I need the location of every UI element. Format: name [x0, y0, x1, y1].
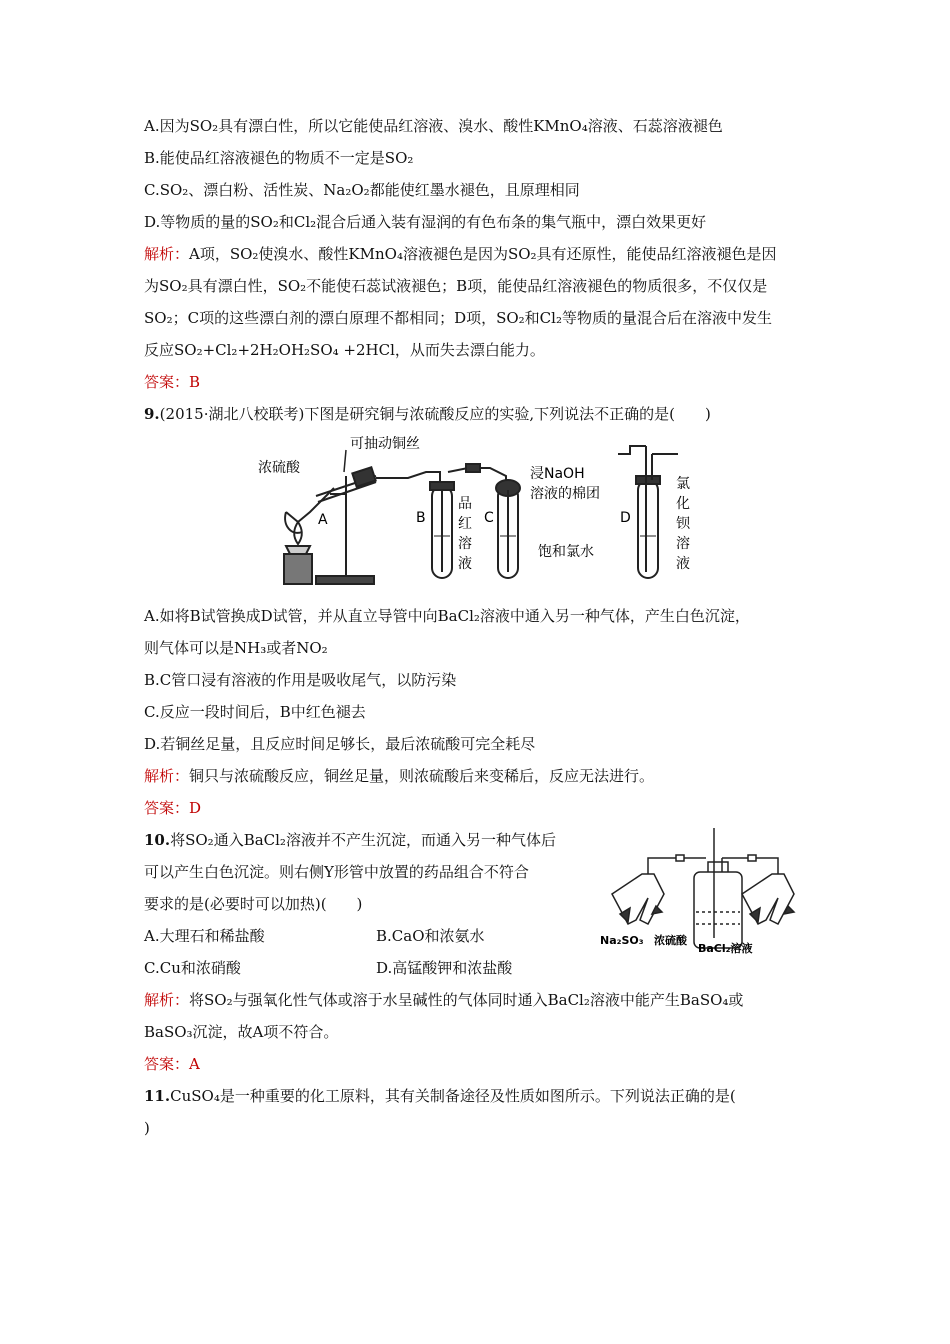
- q11-stem-line-2: ): [144, 1119, 150, 1137]
- q10-option-a: A.大理石和稀盐酸: [144, 927, 265, 945]
- analysis-text: 铜只与浓硫酸反应，铜丝足量，则浓硫酸后来变稀后，反应无法进行。: [189, 767, 655, 785]
- label-rong: 溶: [458, 536, 472, 552]
- q8-option-a: A.因为SO₂具有漂白性，所以它能使品红溶液、溴水、酸性KMnO₄溶液、石蕊溶液褪色: [144, 117, 723, 135]
- q8-analysis-line-4: 反应SO₂+Cl₂+2H₂OH₂SO₄ +2HCl，从而失去漂白能力。: [144, 341, 545, 359]
- q8-option-b: B.能使品红溶液褪色的物质不一定是SO₂: [144, 149, 414, 167]
- q10-option-c: C.Cu和浓硝酸: [144, 959, 241, 977]
- label-bacl2-solution: BaCl₂溶液: [698, 942, 753, 955]
- q9-apparatus-figure: [258, 436, 698, 586]
- q9-option-d: D.若铜丝足量，且反应时间足够长，最后浓硫酸可完全耗尽: [144, 735, 536, 753]
- q10-option-b: B.CaO和浓氨水: [376, 927, 485, 945]
- q10-stem-line-1: [144, 830, 556, 850]
- label-na2so3: Na₂SO₃: [600, 934, 644, 947]
- question-text: 将SO₂通入BaCl₂溶液并不产生沉淀，而通入另一种气体后: [170, 831, 556, 849]
- q10-option-d: D.高锰酸钾和浓盐酸: [376, 959, 513, 977]
- q8-analysis-line-2: 为SO₂具有漂白性，SO₂不能使石蕊试液褪色；B项，能使品红溶液褪色的物质很多，不仅仅是: [144, 277, 768, 295]
- q10-stem-line-2: 可以产生白色沉淀。则右侧Y形管中放置的药品组合不符合: [144, 863, 529, 881]
- q9-option-a-line-1: A.如将B试管换成D试管，并从直立导管中向BaCl₂溶液中通入另一种气体，产生白色沉淀，: [144, 607, 750, 625]
- q8-option-c: C.SO₂、漂白粉、活性炭、Na₂O₂都能使红墨水褪色，且原理相同: [144, 181, 580, 199]
- q9-option-b: B.C管口浸有溶液的作用是吸收尾气，以防污染: [144, 671, 457, 689]
- label-conc-acid: 浓硫酸: [258, 460, 300, 476]
- label-rong2: 溶: [676, 536, 690, 552]
- q10-analysis-line-2: BaSO₃沉淀，故A项不符合。: [144, 1023, 339, 1041]
- analysis-label: 解析：: [144, 245, 190, 263]
- question-text: (2015·湖北八校联考)下图是研究铜与浓硫酸反应的实验,下列说法不正确的是( ): [159, 405, 711, 423]
- label-ye: 液: [458, 556, 472, 572]
- analysis-text: A项，SO₂使溴水、酸性KMnO₄溶液褪色是因为SO₂具有还原性，能使品红溶液褪色是因: [189, 245, 777, 263]
- label-ye2: 液: [676, 556, 690, 572]
- question-number: 10.: [144, 831, 171, 849]
- lamp-base: [284, 554, 312, 584]
- analysis-text: 将SO₂与强氧化性气体或溶于水呈碱性的气体同时通入BaCl₂溶液中能产生BaSO₄或: [189, 991, 744, 1009]
- label-c: C: [484, 510, 494, 526]
- q10-stem-line-3: 要求的是(必要时可以加热)( ): [144, 895, 363, 913]
- label-a: A: [318, 512, 328, 528]
- q8-option-d: D.等物质的量的SO₂和Cl₂混合后通入装有湿润的有色布条的集气瓶中，漂白效果更好: [144, 213, 707, 231]
- label-hong: 红: [458, 516, 472, 532]
- label-naoh-2: 溶液的棉团: [530, 486, 600, 502]
- label-b: B: [416, 510, 426, 526]
- q10-analysis-line-1: [144, 990, 743, 1010]
- question-number: 11.: [144, 1087, 171, 1105]
- q8-answer: 答案：B: [144, 373, 201, 391]
- q9-analysis: [144, 766, 654, 786]
- label-copper-wire: 可抽动铜丝: [350, 436, 420, 452]
- q10-apparatus-figure: [598, 828, 813, 958]
- label-naoh-1: 浸NaOH: [530, 466, 585, 482]
- q10-answer: 答案：A: [144, 1055, 200, 1073]
- question-text: CuSO₄是一种重要的化工原料，其有关制备途径及性质如图所示。下列说法正确的是(: [170, 1087, 736, 1105]
- q9-answer: 答案：D: [144, 799, 202, 817]
- q9-stem: [144, 404, 711, 424]
- q9-option-a-line-2: 则气体可以是NH₃或者NO₂: [144, 639, 328, 657]
- label-lv: 氯: [676, 476, 690, 492]
- label-d: D: [620, 510, 631, 526]
- q11-stem-line-1: [144, 1086, 736, 1106]
- q8-analysis-line-3: SO₂；C项的这些漂白剂的漂白原理不都相同；D项，SO₂和Cl₂等物质的量混合后在溶液中发生: [144, 309, 772, 327]
- analysis-label: 解析：: [144, 991, 190, 1009]
- label-bei: 钡: [676, 516, 690, 532]
- q9-option-c: C.反应一段时间后，B中红色褪去: [144, 703, 366, 721]
- q8-analysis-line-1: [144, 244, 777, 264]
- label-conc-acid: 浓硫酸: [654, 934, 687, 947]
- analysis-label: 解析：: [144, 767, 190, 785]
- label-chlorine-water: 饱和氯水: [538, 544, 594, 560]
- question-number: 9.: [144, 405, 160, 423]
- label-pin: 品: [458, 496, 472, 512]
- label-hua: 化: [676, 496, 690, 512]
